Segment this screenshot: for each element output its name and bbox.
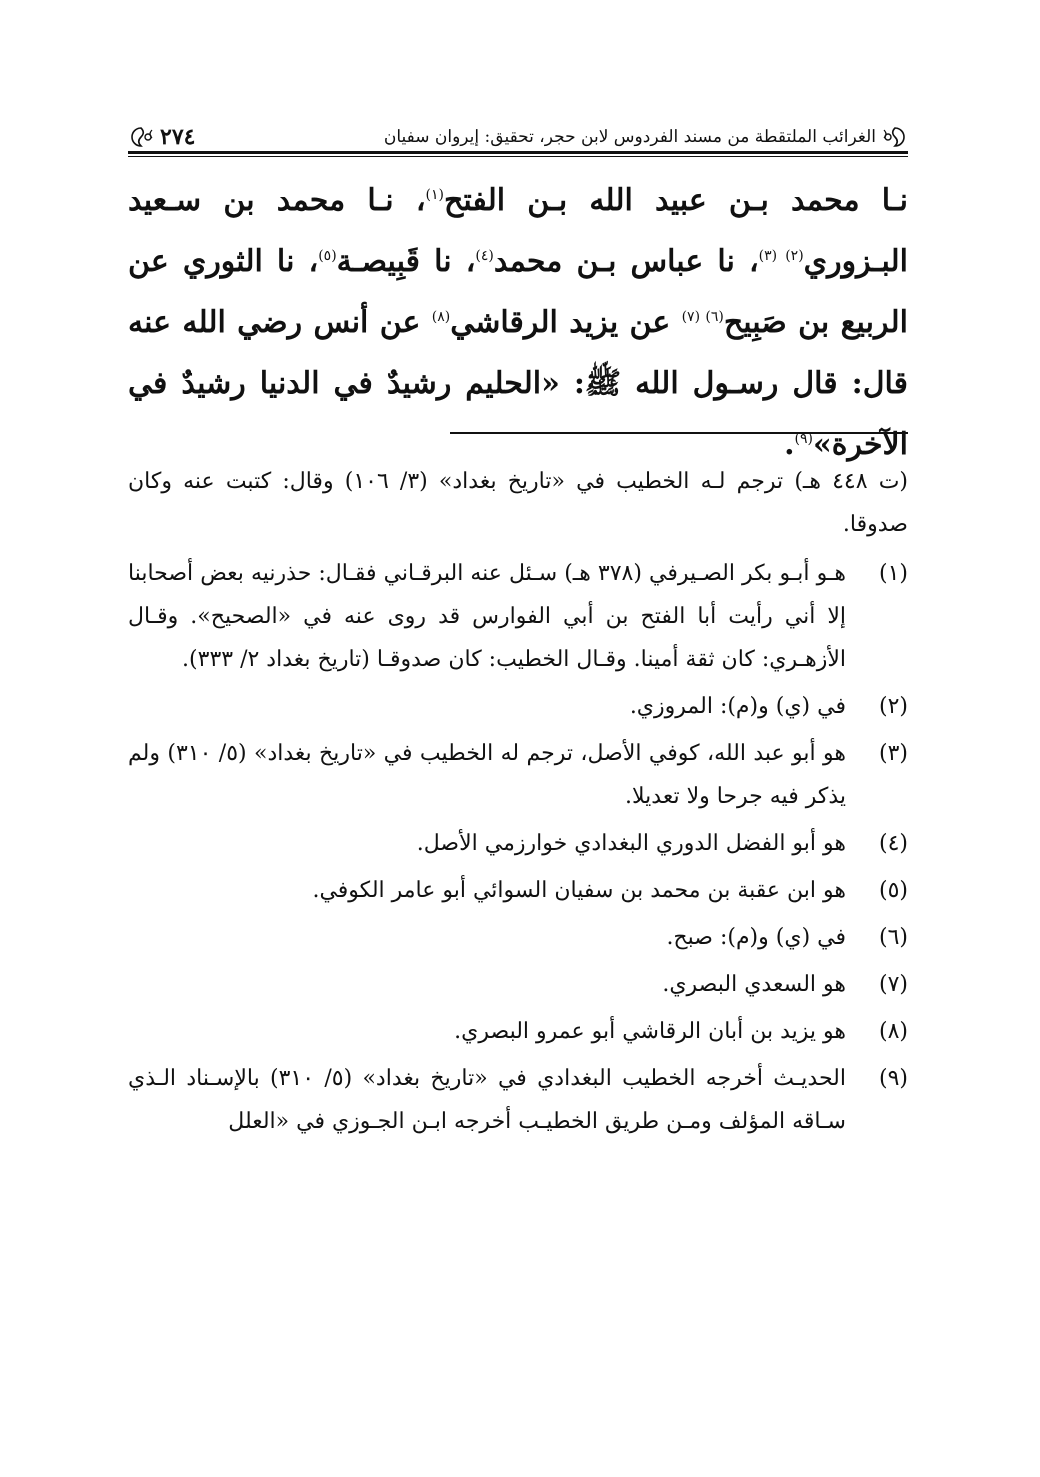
- header-rule: [128, 151, 908, 157]
- text-segment: .: [784, 427, 795, 462]
- footnote-number: (٢): [878, 694, 908, 719]
- footnote-ref[interactable]: (٨): [431, 309, 451, 325]
- footnote-item: [128, 1010, 908, 1053]
- footnote-ref[interactable]: (٢) (٣): [758, 248, 804, 264]
- footnote-number: (٣): [878, 741, 908, 766]
- hadith-quote: «الحليم رشيدٌ في الدنيا رشيدٌ في الآخرة»: [128, 366, 908, 462]
- footnote-ref[interactable]: (٥): [318, 248, 337, 264]
- ornament-right-icon: [882, 126, 908, 148]
- footnotes: [128, 460, 908, 1147]
- footnote-text: في (ي) و(م): المروزي.: [629, 694, 846, 719]
- footnote-separator: [450, 432, 908, 434]
- footnote-text: هـو أبـو بكر الصـيرفي (٣٧٨ هـ) سـئل عنه البرقـاني فقـال: حذرنيه بعض أصحابنا إلا أني رأيت أبا الفتح بن أبي الفوارس قد روى عنه في «الصحيح». وقـال الأزهـري: كان ثقة أمينا. وقـال الخطيب: كان صدوقـا (تاريخ بغداد ٢/ ٣٣٣).: [128, 561, 846, 672]
- main-text: [128, 170, 908, 475]
- footnote-ref[interactable]: (٩): [794, 431, 813, 447]
- footnote-text: هو ابن عقبة بن محمد بن سفيان السوائي أبو عامر الكوفي.: [312, 878, 846, 903]
- footnote-ref[interactable]: (٦) (٧): [681, 309, 724, 325]
- footnote-item: [128, 1057, 908, 1143]
- footnote-item: [128, 963, 908, 1006]
- text-segment: ، نـا محمد بن سـعيد البـزوري: [128, 183, 908, 279]
- footnote-number: (٤): [878, 831, 908, 856]
- footnote-text: هو يزيد بن أبان الرقاشي أبو عمرو البصري.: [454, 1019, 846, 1044]
- footnote-item: [128, 822, 908, 865]
- footnote-number: (٦): [878, 925, 908, 950]
- footnote-text: في (ي) و(م): صبح.: [666, 925, 846, 950]
- footnote-text: هو السعدي البصري.: [662, 972, 846, 997]
- running-title: الغرائب الملتقطة من مسند الفردوس لابن حجر، تحقيق: إيروان سفيان: [383, 127, 876, 147]
- footnote-item: [128, 869, 908, 912]
- text-segment: عن أنس رضي الله عنه قال: قال رسـول الله ﷺ:: [128, 305, 908, 401]
- footnote-ref[interactable]: (١): [425, 187, 444, 203]
- footnote-text: هو أبو الفضل الدوري البغدادي خوارزمي الأصل.: [416, 831, 846, 856]
- footnote-number: (٨): [878, 1019, 908, 1044]
- footnote-number: (٥): [878, 878, 908, 903]
- footnote-number: (٩): [878, 1066, 908, 1091]
- footnote-item: [128, 732, 908, 818]
- footnote-ref[interactable]: (٤): [475, 248, 494, 264]
- page-header: [128, 122, 908, 152]
- footnote-text: هو أبو عبد الله، كوفي الأصل، ترجم له الخطيب في «تاريخ بغداد» (٥/ ٣١٠) ولم يذكر فيه جرحا ولا تعديلا.: [128, 741, 847, 809]
- text-segment: ، نا الثوري عن الربيع بن صَبِيح: [128, 244, 908, 340]
- text-segment: ، نا عباس بـن محمد: [493, 244, 759, 279]
- text-segment: عن يزيد الرقاشي: [450, 305, 682, 340]
- footnote-text: الحديـث أخرجه الخطيب البغدادي في «تاريخ بغداد» (٥/ ٣١٠) بالإسـناد الـذي سـاقه المؤلف ومـن طريق الخطيـب أخرجه ابـن الجـوزي في «العلل: [128, 1066, 846, 1134]
- footnote-item: [128, 552, 908, 681]
- text-segment: ، نا قَبِيصـة: [336, 244, 476, 279]
- footnote-continuation: (ت ٤٤٨ هـ) ترجم لـه الخطيب في «تاريخ بغداد» (٣/ ١٠٦) وقال: كتبت عنه وكان صدوقا.: [128, 469, 909, 537]
- page-number: ٢٧٤: [160, 124, 196, 150]
- text-segment: نـا محمد بـن عبيد الله بـن الفتح: [443, 183, 908, 218]
- footnote-number: (٧): [878, 972, 908, 997]
- footnote-item: [128, 685, 908, 728]
- ornament-left-icon: [128, 126, 154, 148]
- footnote-number: (١): [878, 561, 908, 586]
- footnote-item: [128, 916, 908, 959]
